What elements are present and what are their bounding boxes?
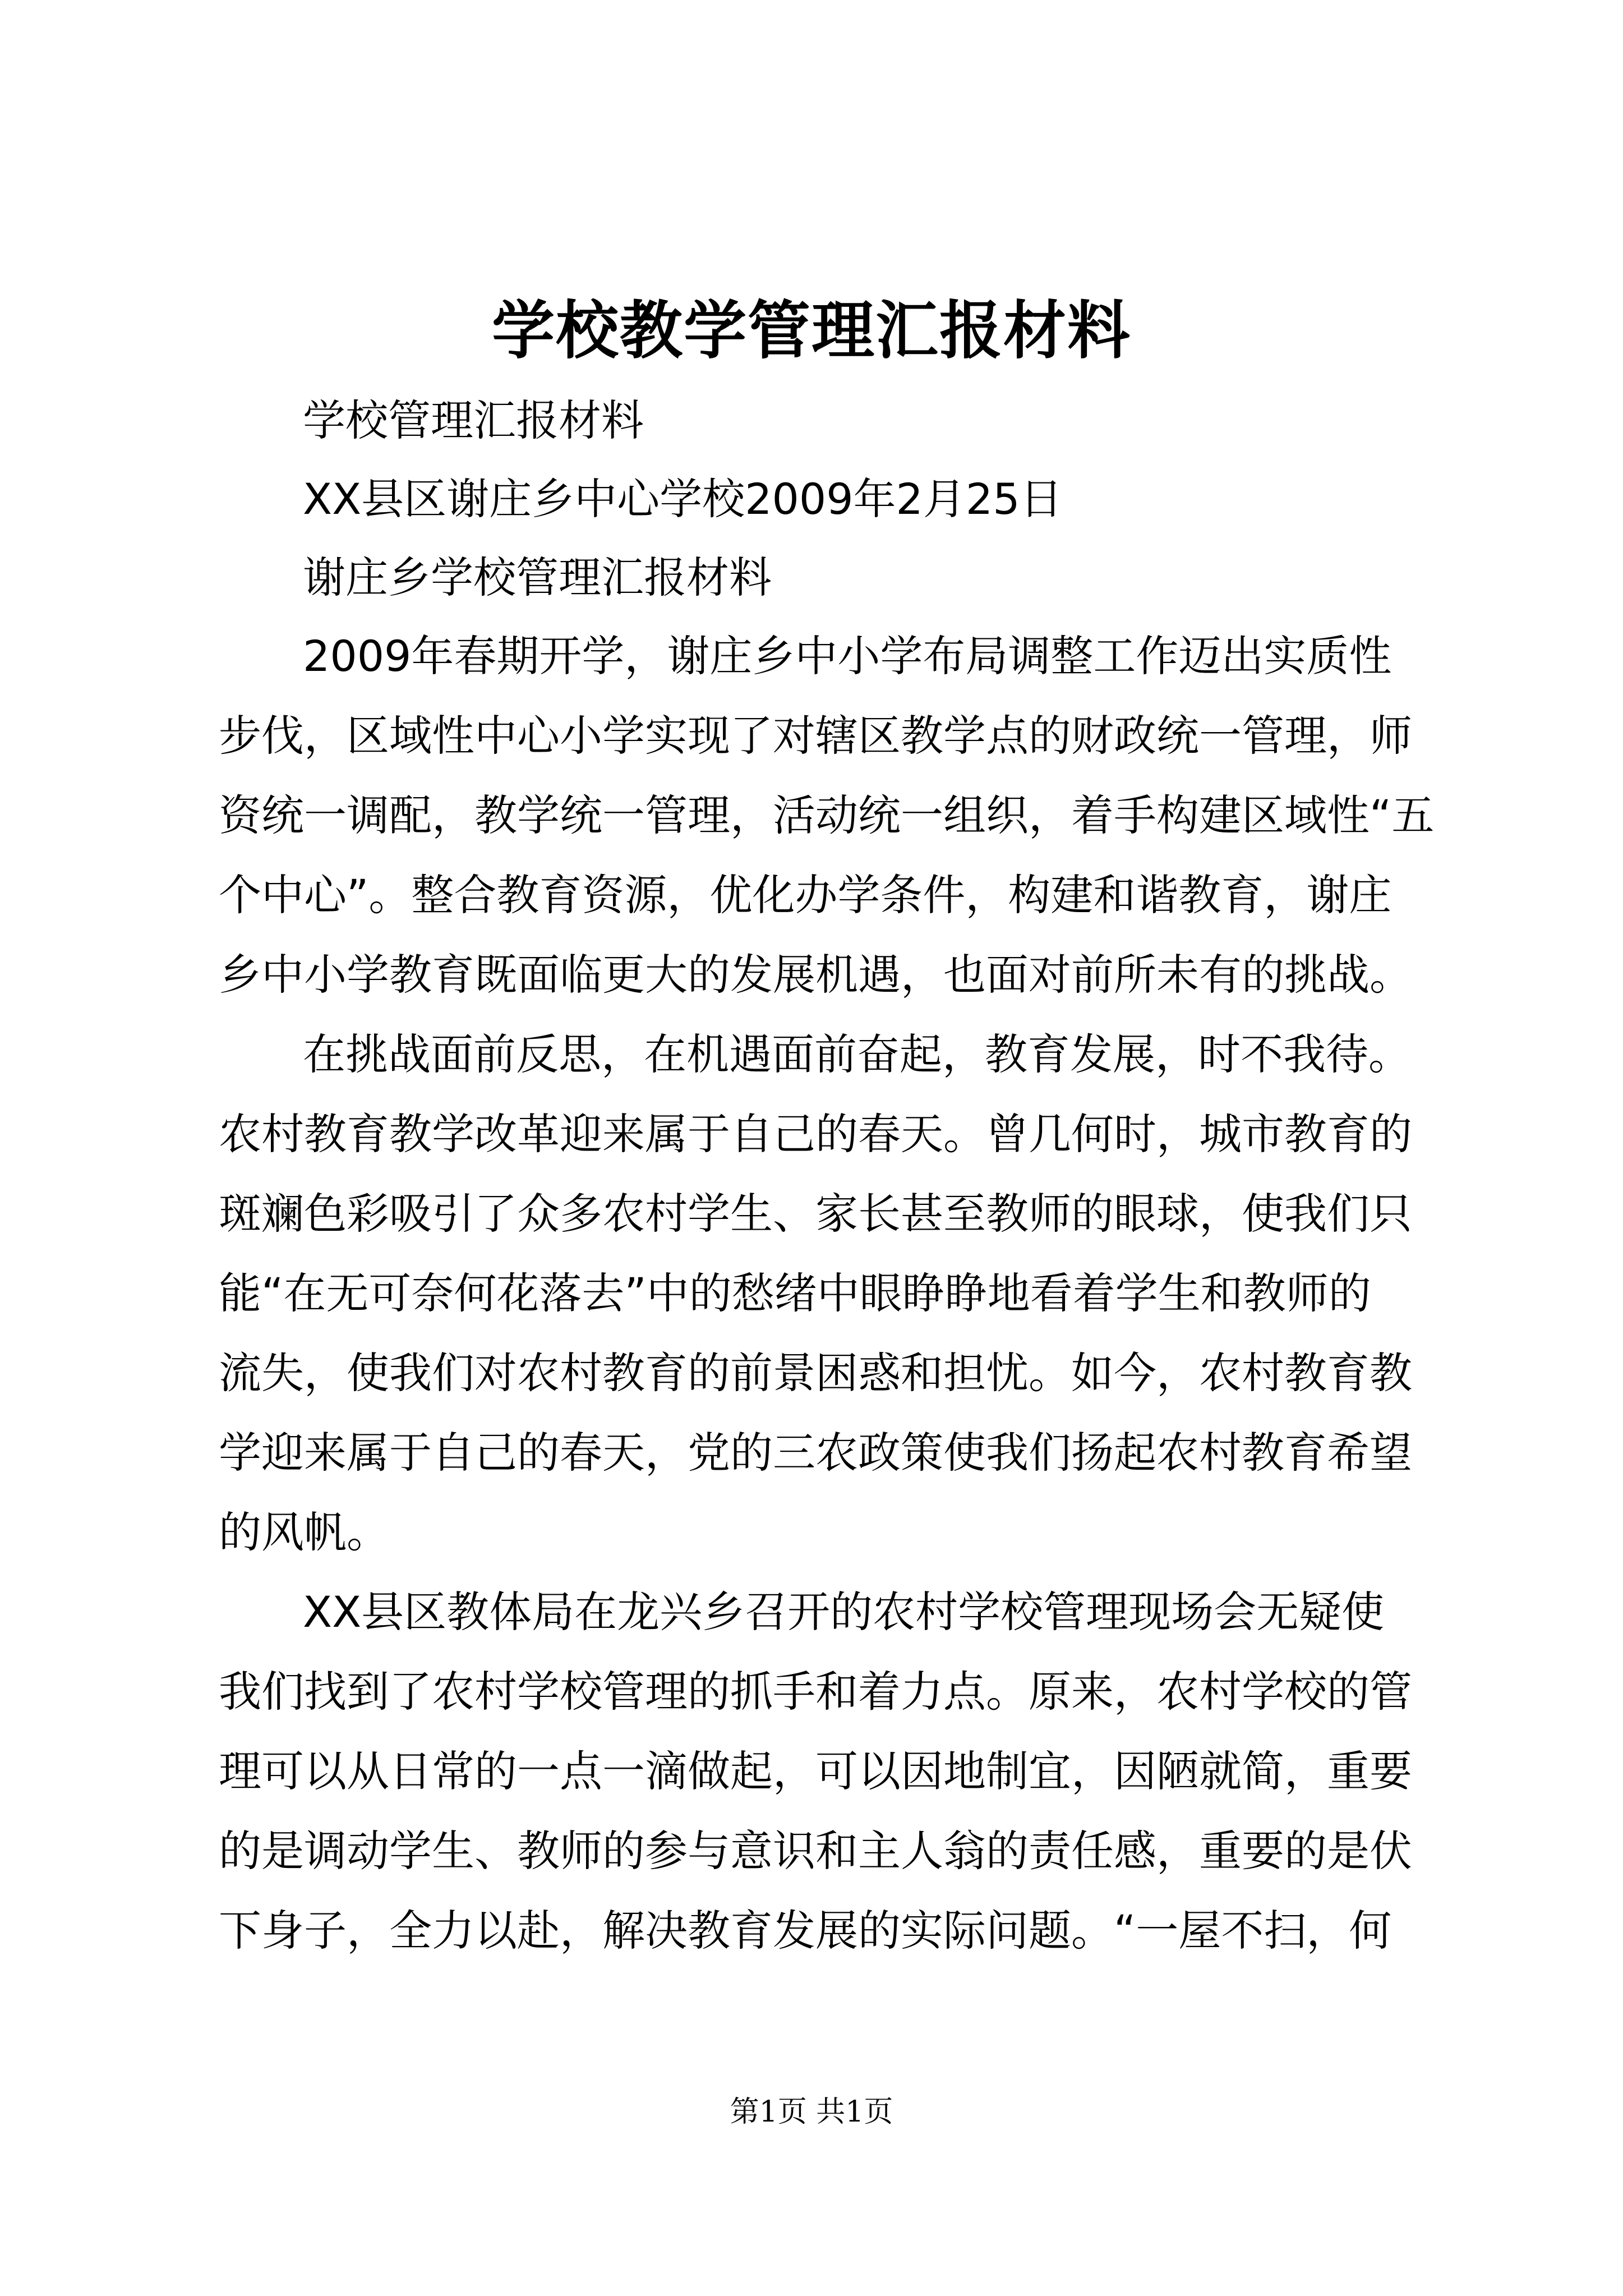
body-line: 斑斓色彩吸引了众多农村学生、家长甚至教师的眼球，使我们只 [219, 1189, 1412, 1239]
body-line: 我们找到了农村学校管理的抓手和着力点。原来，农村学校的管 [219, 1667, 1412, 1717]
body-line: 农村教育教学改革迎来属于自己的春天。曾几何时，城市教育的 [219, 1109, 1412, 1159]
body-line: 学校管理汇报材料 [303, 395, 644, 445]
body-line: 谢庄乡学校管理汇报材料 [303, 553, 772, 602]
body-line: 流失，使我们对农村教育的前景困惑和担忧。如今，农村教育教 [219, 1348, 1412, 1398]
body-line: 个中心”。整合教育资源，优化办学条件，构建和谐教育，谢庄 [219, 870, 1392, 920]
body-line: 在挑战面前反思，在机遇面前奋起，教育发展，时不我待。 [303, 1029, 1411, 1079]
body-line: XX县区谢庄乡中心学校2009年2月25日 [303, 474, 1063, 524]
document-title: 学校教学管理汇报材料 [492, 294, 1131, 367]
body-line: XX县区教体局在龙兴乡召开的农村学校管理现场会无疑使 [303, 1587, 1385, 1637]
page-number: 第1页 共1页 [730, 2095, 893, 2129]
body-line: 2009年春期开学，谢庄乡中小学布局调整工作迈出实质性 [303, 631, 1392, 681]
body-line: 学迎来属于自己的春天，党的三农政策使我们扬起农村教育希望 [219, 1428, 1412, 1478]
body-line: 的是调动学生、教师的参与意识和主人翁的责任感，重要的是伏 [219, 1826, 1412, 1876]
body-line: 理可以从日常的一点一滴做起，可以因地制宜，因陋就简，重要 [219, 1746, 1412, 1796]
body-line: 资统一调配，教学统一管理，活动统一组织，着手构建区域性“五 [219, 790, 1435, 840]
body-line: 下身子，全力以赴，解决教育发展的实际问题。“一屋不扫，何 [219, 1906, 1392, 1955]
body-line: 能“在无可奈何花落去”中的愁绪中眼睁睁地看着学生和教师的 [219, 1268, 1371, 1318]
body-line: 的风帆。 [219, 1507, 389, 1557]
body-line: 步伐，区域性中心小学实现了对辖区教学点的财政统一管理，师 [219, 711, 1412, 761]
body-line: 乡中小学教育既面临更大的发展机遇，也面对前所未有的挑战。 [219, 950, 1412, 1000]
